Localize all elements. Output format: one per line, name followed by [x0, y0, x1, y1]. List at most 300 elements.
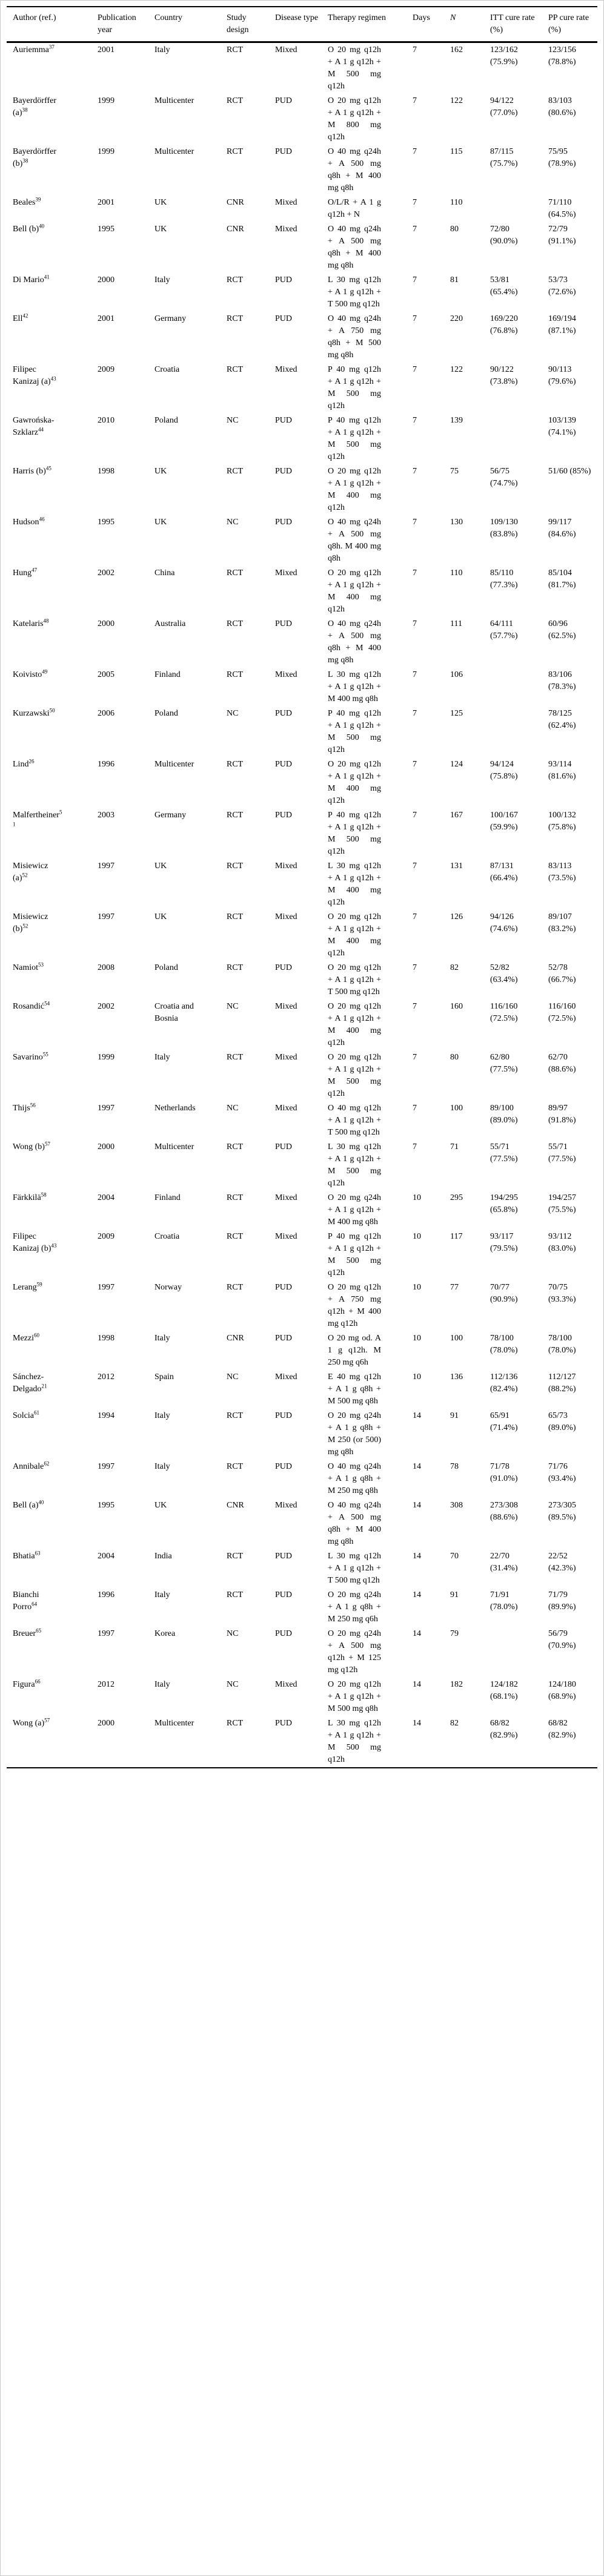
study-design-cell-text: RCT: [227, 275, 244, 285]
therapy-regimen-cell-text: O 20 mg od. A 1 g q12h. M 250 mg q6h: [328, 1334, 381, 1367]
itt-cure-rate-cell: [484, 707, 542, 757]
author-cell-text: Hudson: [13, 518, 39, 527]
pp-cure-rate-cell: [542, 1331, 597, 1370]
publication-year-cell: [91, 1460, 148, 1498]
pp-cure-rate-cell: [542, 196, 597, 222]
therapy-regimen-cell-text: O 20 mg q12h + A 1 g q12h + M 400 mg q12h: [328, 568, 381, 614]
pp-cure-rate-cell: [542, 515, 597, 566]
n-cell-text: 91: [450, 1590, 459, 1599]
itt-cure-rate-cell: [484, 757, 542, 808]
therapy-regimen-cell-text: L 30 mg q12h + A 1 g q12h + M 500 mg q12h: [328, 1142, 381, 1188]
publication-year-cell: [91, 859, 148, 910]
n-cell: [444, 1716, 484, 1768]
days-cell-text: 7: [413, 670, 417, 679]
study-design-cell-text: CNR: [227, 225, 244, 234]
itt-cure-rate-cell: [484, 1280, 542, 1331]
study-design-cell-text: NC: [227, 518, 239, 527]
author-cell-text: Kurzawski: [13, 709, 50, 718]
author-cell: [7, 668, 91, 707]
country-cell: [148, 1370, 221, 1409]
author-cell-text: Sánchez-Delgado: [13, 1372, 44, 1394]
n-cell: [444, 42, 484, 94]
reference-number: 45: [45, 465, 51, 472]
country-cell: [148, 1230, 221, 1280]
days-cell-text: 10: [413, 1232, 421, 1241]
study-design-cell-text: RCT: [227, 760, 244, 769]
study-design-cell: [221, 1000, 269, 1050]
n-cell-text: 78: [450, 1462, 459, 1471]
days-cell-text: 14: [413, 1719, 421, 1728]
n-cell: [444, 273, 484, 312]
reference-number: 58: [41, 1191, 47, 1198]
country-cell: [148, 707, 221, 757]
therapy-regimen-cell-text: O 20 mg q24h + A 1 g q8h + M 250 mg q6h: [328, 1590, 381, 1624]
country-cell-text: Netherlands: [154, 1104, 196, 1113]
country-cell-text: Multicenter: [154, 760, 194, 769]
reference-number: 59: [36, 1281, 42, 1288]
therapy-regimen-cell: [322, 464, 407, 515]
days-cell-text: 7: [413, 568, 417, 578]
itt-cure-rate-cell: [484, 42, 542, 94]
disease-type-cell-text: PUD: [275, 1719, 293, 1728]
therapy-regimen-cell-text: O 40 mg q24h + A 500 mg q8h + M 400 mg q8h: [328, 1501, 381, 1546]
n-cell-text: 139: [450, 416, 463, 425]
author-cell-text: Harris (b): [13, 467, 46, 476]
days-cell: [407, 1101, 444, 1140]
days-cell: [407, 1050, 444, 1101]
itt-cure-rate-cell-text: 64/111 (57.7%): [490, 619, 518, 641]
itt-cure-rate-cell: [484, 1191, 542, 1230]
days-cell-text: 7: [413, 861, 417, 871]
pp-cure-rate-cell-text: 93/112 (83.0%): [548, 1232, 576, 1253]
disease-type-cell-text: Mixed: [275, 1193, 297, 1202]
therapy-regimen-cell-text: O 40 mg q12h + A 1 g q12h + T 500 mg q12h: [328, 1104, 381, 1137]
reference-number: 64: [32, 1601, 38, 1607]
author-cell: [7, 566, 91, 617]
itt-cure-rate-cell: [484, 1588, 542, 1627]
disease-type-cell-text: PUD: [275, 1283, 293, 1292]
itt-cure-rate-cell-text: 87/115 (75.7%): [490, 147, 518, 168]
disease-type-cell: [269, 617, 322, 668]
disease-type-cell-text: PUD: [275, 760, 293, 769]
table-row: [7, 1331, 597, 1370]
therapy-regimen-cell: [322, 94, 407, 145]
country-cell: [148, 1716, 221, 1768]
publication-year-cell: [91, 757, 148, 808]
n-cell: [444, 1140, 484, 1191]
study-design-cell-text: RCT: [227, 147, 244, 156]
author-cell: [7, 413, 91, 464]
itt-cure-rate-cell: [484, 1140, 542, 1191]
disease-type-cell: [269, 1627, 322, 1678]
disease-type-cell-text: Mixed: [275, 1002, 297, 1011]
disease-type-cell: [269, 961, 322, 1000]
reference-number: 50: [49, 707, 55, 714]
study-design-cell-text: RCT: [227, 1590, 244, 1599]
pp-cure-rate-cell-text: 65/73 (89.0%): [548, 1411, 576, 1432]
disease-type-cell-text: Mixed: [275, 1680, 297, 1689]
disease-type-cell: [269, 757, 322, 808]
author-cell-text: Hung: [13, 568, 32, 578]
itt-cure-rate-cell-text: 52/82 (63.4%): [490, 963, 518, 984]
disease-type-cell: [269, 363, 322, 413]
publication-year-cell-text: 2002: [98, 1002, 114, 1011]
study-design-cell: [221, 1498, 269, 1549]
pp-cure-rate-cell-text: 116/160 (72.5%): [548, 1002, 576, 1023]
disease-type-cell: [269, 1050, 322, 1101]
disease-type-cell: [269, 859, 322, 910]
days-cell-text: 7: [413, 416, 417, 425]
itt-cure-rate-cell-text: 123/162 (75.9%): [490, 45, 518, 67]
author-cell-text: Namiot: [13, 963, 38, 972]
publication-year-cell: [91, 94, 148, 145]
days-cell-text: 7: [413, 45, 417, 54]
pp-cure-rate-cell: [542, 1549, 597, 1588]
days-cell-text: 7: [413, 275, 417, 285]
author-cell-text: Bell (a): [13, 1501, 39, 1510]
disease-type-cell-text: PUD: [275, 619, 293, 628]
study-design-cell-text: RCT: [227, 1283, 244, 1292]
therapy-regimen-cell-text: O 20 mg q24h + A 500 mg q12h + M 125 mg q12h: [328, 1629, 381, 1675]
study-design-cell: [221, 42, 269, 94]
days-cell: [407, 94, 444, 145]
pp-cure-rate-cell-text: 89/107 (83.2%): [548, 912, 576, 934]
study-design-cell: [221, 617, 269, 668]
days-cell-text: 7: [413, 225, 417, 234]
pp-cure-rate-cell: [542, 94, 597, 145]
author-cell: [7, 1191, 91, 1230]
column-header-itt: ITT cure rate (%): [484, 7, 542, 42]
pp-cure-rate-cell-text: 194/257 (75.5%): [548, 1193, 576, 1214]
therapy-regimen-cell: [322, 1627, 407, 1678]
disease-type-cell-text: Mixed: [275, 1501, 297, 1510]
disease-type-cell: [269, 1140, 322, 1191]
table-row: [7, 222, 597, 273]
reference-number: 56: [30, 1102, 36, 1108]
publication-year-cell-text: 2009: [98, 365, 114, 374]
disease-type-cell-text: Mixed: [275, 198, 297, 207]
disease-type-cell-text: Mixed: [275, 1372, 297, 1382]
publication-year-cell: [91, 1549, 148, 1588]
country-cell-text: UK: [154, 1501, 167, 1510]
reference-number: 43: [50, 375, 56, 382]
study-design-cell-text: RCT: [227, 96, 244, 105]
study-design-cell: [221, 757, 269, 808]
days-cell: [407, 1000, 444, 1050]
itt-cure-rate-cell-text: 22/70 (31.4%): [490, 1552, 518, 1573]
publication-year-cell-text: 1996: [98, 760, 114, 769]
therapy-regimen-cell: [322, 1549, 407, 1588]
table-row: [7, 668, 597, 707]
itt-cure-rate-cell-text: 116/160 (72.5%): [490, 1002, 518, 1023]
itt-cure-rate-cell: [484, 668, 542, 707]
pp-cure-rate-cell-text: 70/75 (93.3%): [548, 1283, 576, 1304]
itt-cure-rate-cell-text: 273/308 (88.6%): [490, 1501, 518, 1522]
table-row: [7, 413, 597, 464]
therapy-regimen-cell: [322, 1191, 407, 1230]
therapy-regimen-cell-text: P 40 mg q12h + A 1 g q12h + M 500 mg q12h: [328, 365, 381, 410]
therapy-regimen-cell-text: O 20 mg q12h + A 1 g q12h + M 400 mg q12h: [328, 467, 381, 512]
reference-number: 21: [41, 1383, 47, 1389]
days-cell-text: 7: [413, 467, 417, 476]
table-row: [7, 1101, 597, 1140]
study-design-cell-text: NC: [227, 1372, 239, 1382]
pp-cure-rate-cell: [542, 222, 597, 273]
reference-number: 39: [35, 196, 41, 203]
reference-number: 65: [36, 1627, 42, 1634]
study-design-cell-text: CNR: [227, 198, 244, 207]
pp-cure-rate-cell: [542, 1101, 597, 1140]
disease-type-cell: [269, 1460, 322, 1498]
author-cell-text: Ell: [13, 314, 23, 323]
country-cell: [148, 808, 221, 859]
country-cell-text: Italy: [154, 1053, 170, 1062]
pp-cure-rate-cell-text: 83/106 (78.3%): [548, 670, 576, 691]
pp-cure-rate-cell-text: 71/110 (64.5%): [548, 198, 576, 219]
disease-type-cell-text: PUD: [275, 963, 293, 972]
pp-cure-rate-cell: [542, 1140, 597, 1191]
publication-year-cell-text: 1998: [98, 1334, 114, 1343]
n-cell-text: 220: [450, 314, 463, 323]
itt-cure-rate-cell: [484, 1000, 542, 1050]
author-cell-text: Gawrońska-Szklarz: [13, 416, 55, 437]
therapy-regimen-cell-text: P 40 mg q12h + A 1 g q12h + M 500 mg q12h: [328, 416, 381, 461]
disease-type-cell: [269, 1498, 322, 1549]
table-row: [7, 707, 597, 757]
n-cell: [444, 1370, 484, 1409]
table-row: [7, 464, 597, 515]
author-cell: [7, 1280, 91, 1331]
publication-year-cell-text: 2006: [98, 709, 114, 718]
study-design-cell-text: RCT: [227, 861, 244, 871]
days-cell: [407, 413, 444, 464]
pp-cure-rate-cell-text: 85/104 (81.7%): [548, 568, 576, 590]
pp-cure-rate-cell-text: 53/73 (72.6%): [548, 275, 576, 297]
study-design-cell-text: RCT: [227, 1232, 244, 1241]
n-cell: [444, 1331, 484, 1370]
days-cell: [407, 1140, 444, 1191]
column-header-author: Author (ref.): [7, 7, 91, 42]
study-design-cell-text: NC: [227, 1680, 239, 1689]
author-cell: [7, 1140, 91, 1191]
days-cell: [407, 1549, 444, 1588]
disease-type-cell-text: Mixed: [275, 568, 297, 578]
itt-cure-rate-cell-text: 71/91 (78.0%): [490, 1590, 518, 1612]
reference-number: 57: [44, 1717, 50, 1724]
itt-cure-rate-cell: [484, 566, 542, 617]
itt-cure-rate-cell: [484, 515, 542, 566]
author-cell-text: Koivisto: [13, 670, 42, 679]
author-cell-text: Beales: [13, 198, 36, 207]
pp-cure-rate-cell: [542, 668, 597, 707]
n-cell: [444, 668, 484, 707]
days-cell: [407, 1191, 444, 1230]
country-cell: [148, 1000, 221, 1050]
publication-year-cell-text: 1997: [98, 1283, 114, 1292]
n-cell-text: 182: [450, 1680, 463, 1689]
pp-cure-rate-cell: [542, 1370, 597, 1409]
pp-cure-rate-cell-text: 83/103 (80.6%): [548, 96, 576, 117]
itt-cure-rate-cell-text: 94/124 (75.8%): [490, 760, 518, 781]
n-cell: [444, 1627, 484, 1678]
n-cell: [444, 910, 484, 961]
country-cell: [148, 464, 221, 515]
country-cell-text: India: [154, 1552, 172, 1561]
study-design-cell: [221, 222, 269, 273]
publication-year-cell: [91, 1101, 148, 1140]
therapy-regimen-cell-text: L 30 mg q12h + A 1 g q12h + T 500 mg q12h: [328, 1552, 381, 1585]
disease-type-cell: [269, 566, 322, 617]
study-design-cell: [221, 515, 269, 566]
publication-year-cell: [91, 1627, 148, 1678]
publication-year-cell: [91, 1716, 148, 1768]
study-design-cell-text: RCT: [227, 1193, 244, 1202]
disease-type-cell-text: PUD: [275, 518, 293, 527]
reference-number: 46: [39, 516, 45, 522]
n-cell-text: 160: [450, 1002, 463, 1011]
author-cell: [7, 1498, 91, 1549]
disease-type-cell-text: Mixed: [275, 365, 297, 374]
country-cell-text: Croatia: [154, 365, 180, 374]
disease-type-cell: [269, 413, 322, 464]
country-cell-text: Poland: [154, 416, 178, 425]
publication-year-cell-text: 2009: [98, 1232, 114, 1241]
n-cell-text: 79: [450, 1629, 459, 1638]
pp-cure-rate-cell-text: 112/127 (88.2%): [548, 1372, 576, 1394]
disease-type-cell-text: Mixed: [275, 912, 297, 921]
therapy-regimen-cell-text: O 20 mg q24h + A 1 g q8h + M 250 (or 500) mg q8h: [328, 1411, 381, 1457]
author-cell: [7, 222, 91, 273]
study-design-cell: [221, 145, 269, 196]
publication-year-cell-text: 1996: [98, 1590, 114, 1599]
itt-cure-rate-cell: [484, 1716, 542, 1768]
column-header-country: Country: [148, 7, 221, 42]
author-cell-text: Thijs: [13, 1104, 30, 1113]
table-row: [7, 1280, 597, 1331]
n-cell: [444, 566, 484, 617]
author-cell: [7, 145, 91, 196]
author-cell: [7, 1716, 91, 1768]
study-design-cell-text: RCT: [227, 1552, 244, 1561]
itt-cure-rate-cell-text: 65/91 (71.4%): [490, 1411, 518, 1432]
days-cell: [407, 617, 444, 668]
disease-type-cell-text: Mixed: [275, 1104, 297, 1113]
therapy-regimen-cell-text: O 20 mg q12h + A 1 g q12h + M 400 mg q12h: [328, 1002, 381, 1047]
n-cell-text: 106: [450, 670, 463, 679]
days-cell-text: 7: [413, 912, 417, 921]
n-cell: [444, 1549, 484, 1588]
country-cell-text: Poland: [154, 963, 178, 972]
therapy-regimen-cell-text: P 40 mg q12h + A 1 g q12h + M 500 mg q12h: [328, 1232, 381, 1277]
study-design-cell: [221, 94, 269, 145]
days-cell-text: 7: [413, 314, 417, 323]
publication-year-cell-text: 2000: [98, 619, 114, 628]
publication-year-cell-text: 1998: [98, 467, 114, 476]
pp-cure-rate-cell-text: 90/113 (79.6%): [548, 365, 576, 386]
study-design-cell: [221, 668, 269, 707]
publication-year-cell-text: 2000: [98, 1719, 114, 1728]
therapy-regimen-cell: [322, 1678, 407, 1716]
pp-cure-rate-cell-text: 124/180 (68.9%): [548, 1680, 576, 1701]
country-cell-text: Germany: [154, 811, 187, 820]
disease-type-cell: [269, 1191, 322, 1230]
disease-type-cell-text: PUD: [275, 811, 293, 820]
n-cell: [444, 1191, 484, 1230]
days-cell-text: 7: [413, 365, 417, 374]
author-cell-text: Lind: [13, 760, 29, 769]
pp-cure-rate-cell: [542, 145, 597, 196]
days-cell-text: 14: [413, 1411, 421, 1420]
country-cell-text: UK: [154, 467, 167, 476]
author-cell: [7, 94, 91, 145]
country-cell-text: UK: [154, 225, 167, 234]
days-cell: [407, 1409, 444, 1460]
publication-year-cell: [91, 145, 148, 196]
author-cell-text: Bayerdörffer (a): [13, 96, 57, 117]
itt-cure-rate-cell: [484, 363, 542, 413]
n-cell-text: 126: [450, 912, 463, 921]
n-cell: [444, 1000, 484, 1050]
therapy-regimen-cell: [322, 413, 407, 464]
country-cell: [148, 413, 221, 464]
pp-cure-rate-cell: [542, 859, 597, 910]
author-cell: [7, 707, 91, 757]
pp-cure-rate-cell-text: 169/194 (87.1%): [548, 314, 576, 335]
author-cell: [7, 273, 91, 312]
reference-number: 40: [38, 1499, 44, 1506]
country-cell: [148, 859, 221, 910]
days-cell-text: 14: [413, 1680, 421, 1689]
publication-year-cell: [91, 910, 148, 961]
author-cell: [7, 961, 91, 1000]
author-cell: [7, 312, 91, 363]
pp-cure-rate-cell-text: 71/76 (93.4%): [548, 1462, 576, 1483]
table-row: [7, 1191, 597, 1230]
disease-type-cell-text: PUD: [275, 1629, 293, 1638]
disease-type-cell: [269, 1678, 322, 1716]
days-cell-text: 7: [413, 518, 417, 527]
publication-year-cell-text: 1997: [98, 1629, 114, 1638]
author-cell: [7, 464, 91, 515]
reference-number: 38: [22, 107, 28, 113]
therapy-regimen-cell: [322, 961, 407, 1000]
author-cell: [7, 515, 91, 566]
disease-type-cell-text: PUD: [275, 275, 293, 285]
author-cell-text: Bayerdörffer (b): [13, 147, 57, 168]
pp-cure-rate-cell-text: 60/96 (62.5%): [548, 619, 576, 641]
author-cell: [7, 1627, 91, 1678]
pp-cure-rate-cell: [542, 464, 597, 515]
reference-number: 37: [48, 44, 55, 50]
author-cell-text: Savarino: [13, 1053, 43, 1062]
disease-type-cell: [269, 808, 322, 859]
author-cell: [7, 1050, 91, 1101]
itt-cure-rate-cell: [484, 1370, 542, 1409]
author-cell-text: Lerang: [13, 1283, 37, 1292]
n-cell: [444, 961, 484, 1000]
table-row: [7, 1549, 597, 1588]
author-cell-text: Bhatia: [13, 1552, 35, 1561]
therapy-regimen-cell-text: O 20 mg q12h + A 1 g q12h + M 500 mg q12h: [328, 45, 381, 91]
pp-cure-rate-cell: [542, 363, 597, 413]
n-cell-text: 136: [450, 1372, 463, 1382]
disease-type-cell-text: PUD: [275, 1142, 293, 1151]
therapy-regimen-cell: [322, 363, 407, 413]
disease-type-cell-text: PUD: [275, 96, 293, 105]
disease-type-cell-text: Mixed: [275, 45, 297, 54]
disease-type-cell-text: PUD: [275, 314, 293, 323]
therapy-regimen-cell: [322, 1370, 407, 1409]
